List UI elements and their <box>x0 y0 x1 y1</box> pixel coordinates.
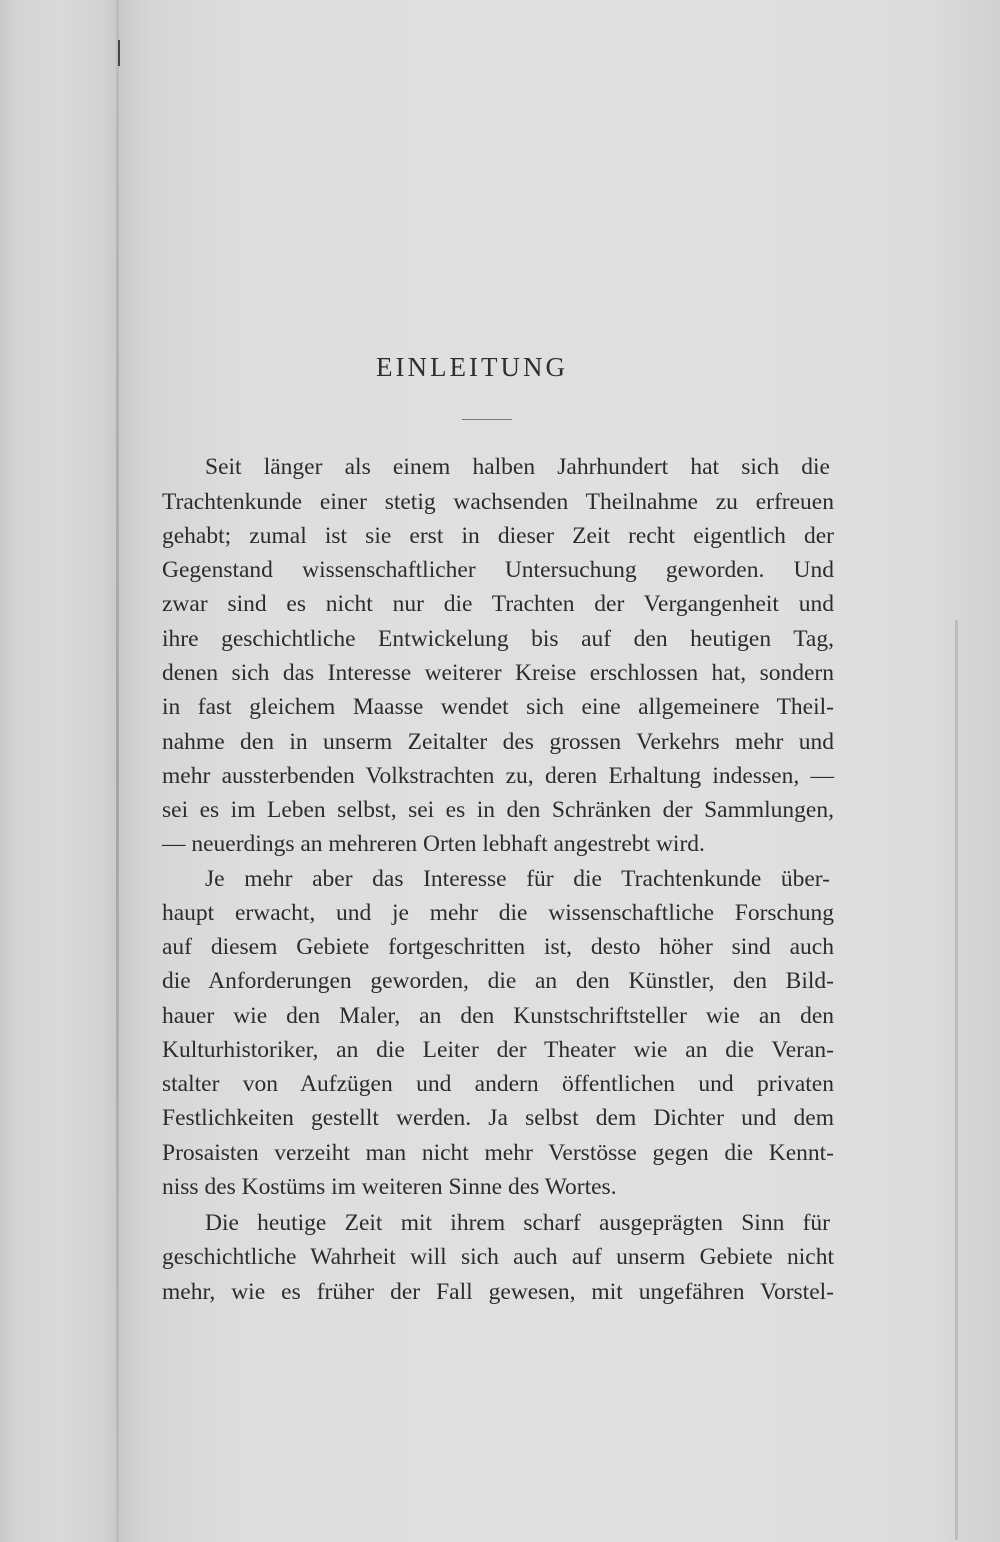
text-line: mehr aussterbenden Volkstrachten zu, deren Erhaltung indessen, — <box>162 763 834 789</box>
text-line: Je mehr aber das Interesse für die Trachtenkunde über- <box>205 866 830 892</box>
text-line: gehabt; zumal ist sie erst in dieser Zeit recht eigentlich der <box>162 523 834 549</box>
text-line: in fast gleichem Maasse wendet sich eine allgemeinere Theil- <box>162 694 834 720</box>
text-line: — neuerdings an mehreren Orten lebhaft angestrebt wird. <box>162 831 705 857</box>
text-line: sei es im Leben selbst, sei es in den Schränken der Sammlungen, <box>162 797 834 823</box>
text-line: hauer wie den Maler, an den Kunstschriftsteller wie an den <box>162 1003 834 1029</box>
text-line: Die heutige Zeit mit ihrem scharf ausgeprägten Sinn für <box>205 1210 830 1236</box>
text-line: Seit länger als einem halben Jahrhundert hat sich die <box>205 454 830 480</box>
text-line: niss des Kostüms im weiteren Sinne des Wortes. <box>162 1174 617 1200</box>
text-line: haupt erwacht, und je mehr die wissenschaftliche Forschung <box>162 900 834 926</box>
text-line: auf diesem Gebiete fortgeschritten ist, desto höher sind auch <box>162 934 834 960</box>
text-line: nahme den in unserm Zeitalter des grossen Verkehrs mehr und <box>162 729 834 755</box>
text-line: zwar sind es nicht nur die Trachten der Vergangenheit und <box>162 591 834 617</box>
text-line: Festlichkeiten gestellt werden. Ja selbst dem Dichter und dem <box>162 1105 834 1131</box>
text-line: mehr, wie es früher der Fall gewesen, mit ungefähren Vorstel- <box>162 1279 834 1305</box>
text-line: Gegenstand wissenschaftlicher Untersuchung geworden. Und <box>162 557 834 583</box>
text-line: die Anforderungen geworden, die an den Künstler, den Bild- <box>162 968 834 994</box>
text-line: denen sich das Interesse weiterer Kreise erschlossen hat, sondern <box>162 660 834 686</box>
text-line: Prosaisten verzeiht man nicht mehr Verstösse gegen die Kennt- <box>162 1140 834 1166</box>
chapter-title: EINLEITUNG <box>376 352 568 382</box>
binding-mark <box>118 40 120 66</box>
title-rule <box>462 419 512 420</box>
text-line: geschichtliche Wahrheit will sich auch auf unserm Gebiete nicht <box>162 1244 834 1270</box>
page-edge <box>955 620 958 1540</box>
text-line: Kulturhistoriker, an die Leiter der Theater wie an die Veran- <box>162 1037 834 1063</box>
text-line: ihre geschichtliche Entwickelung bis auf den heutigen Tag, <box>162 626 834 652</box>
text-line: stalter von Aufzügen und andern öffentlichen und privaten <box>162 1071 834 1097</box>
page-gutter <box>116 0 119 1542</box>
text-line: Trachtenkunde einer stetig wachsenden Theilnahme zu erfreuen <box>162 489 834 515</box>
